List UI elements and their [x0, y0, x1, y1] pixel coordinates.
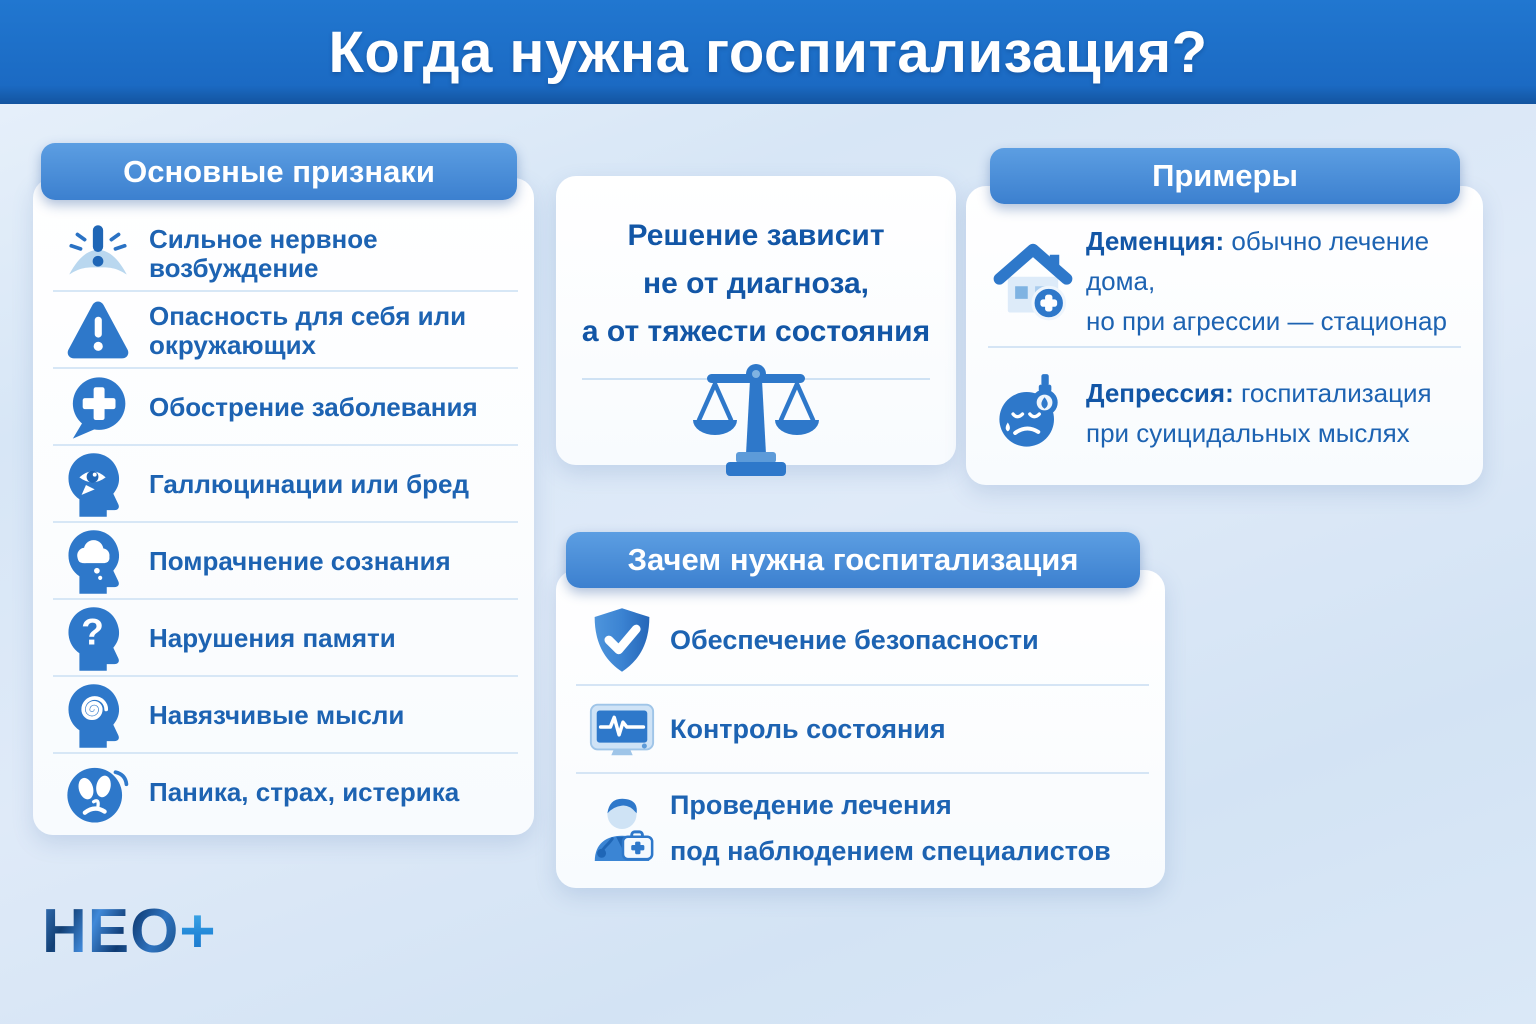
- sign-item-label: Сильное нервное возбуждение: [149, 223, 378, 283]
- purpose-item-label: Обеспечение безопасности: [670, 625, 1039, 655]
- sign-item-label: Опасность для себя или окружающих: [149, 300, 467, 360]
- page-title: Когда нужна госпитализация?: [328, 19, 1208, 85]
- head-spiral-icon: [57, 680, 139, 752]
- example-item: [966, 354, 1483, 472]
- brand-logo: [42, 896, 217, 967]
- shield-check-icon: [586, 598, 658, 682]
- example-term: Деменция:: [1086, 226, 1225, 256]
- monitor-pulse-icon: [586, 687, 658, 771]
- svg-text:?: ?: [81, 609, 104, 652]
- signs-panel: [33, 153, 534, 835]
- sad-face-noose-icon: [990, 365, 1076, 461]
- sign-item-label: Паника, страх, истерика: [149, 777, 460, 808]
- warning-triangle-icon: [57, 295, 139, 367]
- examples-panel-header: [990, 148, 1460, 204]
- signs-panel-header: [41, 143, 517, 200]
- scales-icon: [681, 354, 831, 478]
- head-eye-icon: [57, 449, 139, 521]
- purpose-item-label: Проведение лечения под наблюдением специалистов: [670, 790, 1111, 866]
- sign-item-label: Обострение заболевания: [149, 392, 478, 423]
- divider-line: [576, 772, 1149, 774]
- example-item: [966, 218, 1483, 344]
- decision-text: Решение зависит не от диагноза, а от тяжести состояния: [581, 219, 931, 348]
- house-plus-icon: [990, 233, 1076, 329]
- sign-item: [33, 369, 534, 446]
- divider-line: [576, 684, 1149, 686]
- medical-bubble-icon: [57, 372, 139, 444]
- purpose-panel: [556, 542, 1165, 888]
- sign-item-label: Навязчивые мысли: [149, 700, 405, 731]
- examples-panel: [966, 158, 1483, 485]
- signs-list: [33, 215, 534, 831]
- sign-item-label: Нарушения памяти: [149, 623, 396, 654]
- sign-item: [33, 215, 534, 292]
- sign-item: [33, 677, 534, 754]
- brand-logo-plus: +: [179, 897, 217, 966]
- purpose-item: [556, 776, 1165, 880]
- panic-face-icon: [57, 757, 139, 829]
- sign-item: [33, 292, 534, 369]
- purpose-item: [556, 596, 1165, 684]
- brand-logo-text: НЕО: [42, 897, 180, 966]
- signs-panel-header-label: Основные признаки: [123, 153, 435, 189]
- sign-item: [33, 446, 534, 523]
- purpose-panel-header-label: Зачем нужна госпитализация: [627, 542, 1079, 577]
- burst-exclamation-icon: [57, 218, 139, 290]
- decision-card: [556, 176, 956, 465]
- sign-item-label: Помрачнение сознания: [149, 546, 451, 577]
- sign-item: [33, 754, 534, 831]
- head-question-icon: [57, 603, 139, 675]
- title-bar: [0, 0, 1536, 104]
- divider-line: [988, 346, 1461, 348]
- example-term: Депрессия:: [1086, 378, 1234, 408]
- examples-panel-header-label: Примеры: [1152, 158, 1298, 193]
- head-cloud-icon: [57, 526, 139, 598]
- sign-item-label: Галлюцинации или бред: [149, 469, 470, 500]
- doctor-icon: [586, 786, 658, 870]
- sign-item: [33, 600, 534, 677]
- purpose-panel-header: [566, 532, 1140, 588]
- example-item-text: Деменция: обычно лечение дома, но при агрессии — стационар: [1086, 226, 1447, 336]
- example-item-text: Депрессия: госпитализация при суицидальных мыслях: [1086, 378, 1432, 448]
- purpose-item: [556, 688, 1165, 770]
- purpose-item-label: Контроль состояния: [670, 714, 946, 744]
- sign-item: [33, 523, 534, 600]
